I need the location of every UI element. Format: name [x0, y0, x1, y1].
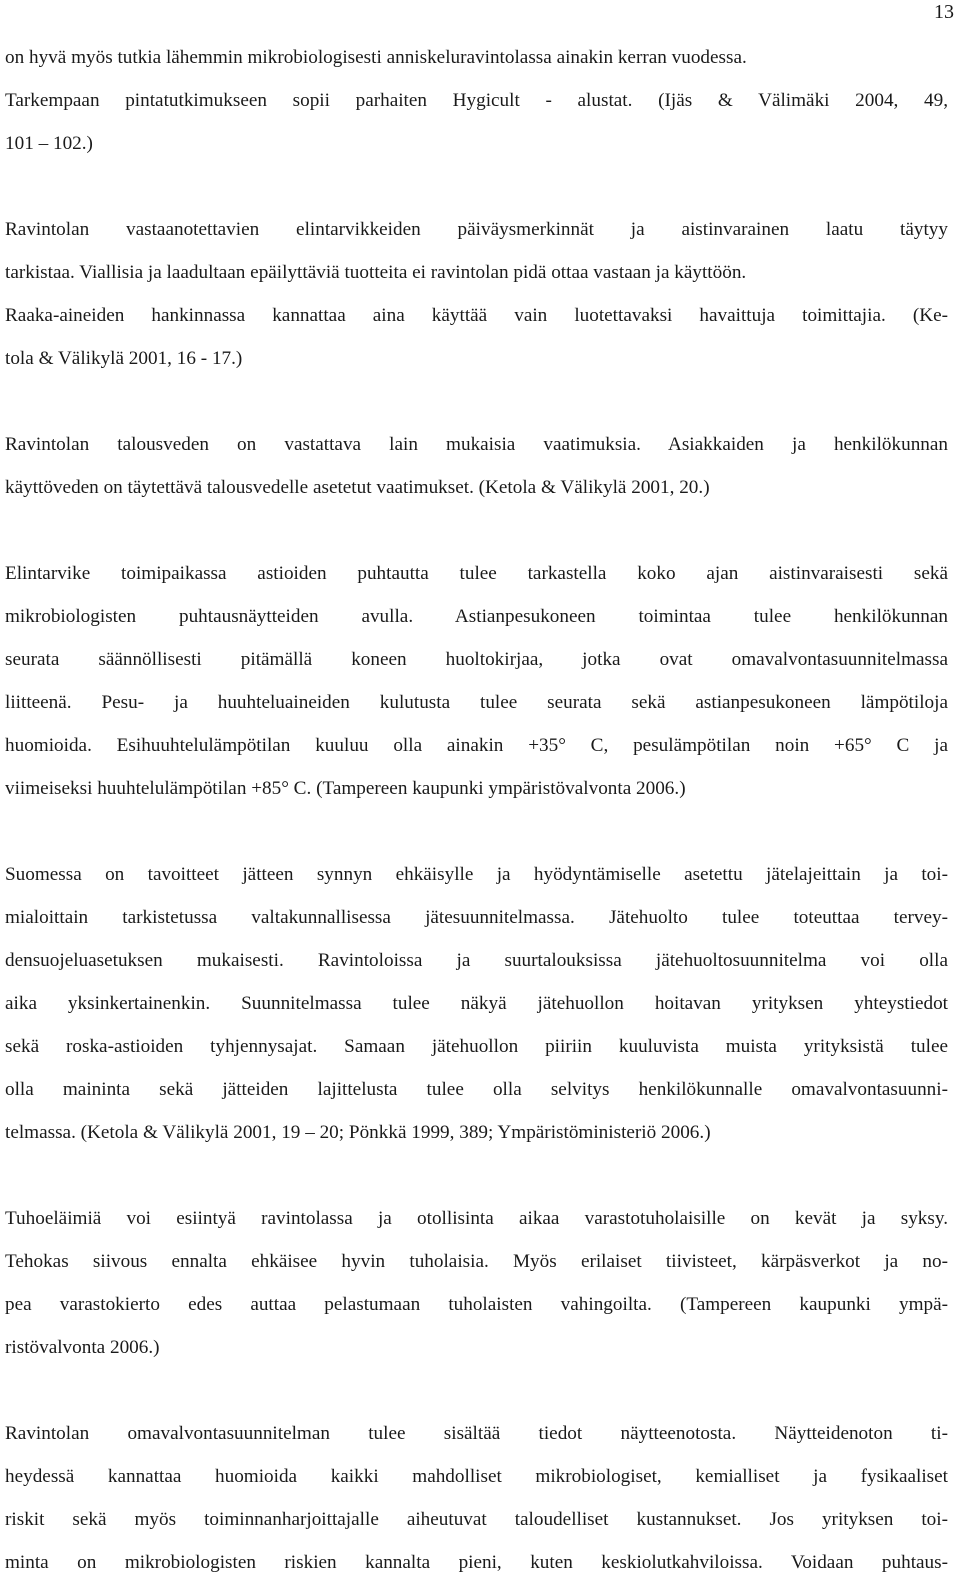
text-line: Ravintolan vastaanotettavien elintarvikkeiden päiväysmerkinnät ja aistinvarainen laatu täytyy — [5, 219, 948, 240]
text-line: seurata säännöllisesti pitämällä koneen huoltokirjaa, jotka ovat omavalvontasuunnitelmassa — [5, 649, 948, 670]
text-line: riskit sekä myös toiminnanharjoittajalle aiheutuvat taloudelliset kustannukset. Jos yrityksen toi- — [5, 1509, 948, 1530]
text-line: Ravintolan talousveden on vastattava lain mukaisia vaatimuksia. Asiakkaiden ja henkilökunnan — [5, 434, 948, 455]
paragraph-gap — [5, 165, 948, 208]
text-line: liitteenä. Pesu- ja huuhteluaineiden kulutusta tulee seurata sekä astianpesukoneen lämpötiloja — [5, 692, 948, 713]
text-line: on hyvä myös tutkia lähemmin mikrobiologisesti anniskeluravintolassa ainakin kerran vuodessa. — [5, 47, 747, 68]
text-line: Tarkempaan pintatutkimukseen sopii parhaiten Hygicult - alustat. (Ijäs & Välimäki 2004, 49, — [5, 90, 948, 111]
text-line: aika yksinkertainenkin. Suunnitelmassa tulee näkyä jätehuollon hoitavan yrityksen yhteystiedot — [5, 993, 948, 1014]
paragraph — [5, 1197, 948, 1369]
paragraph-gap — [5, 1154, 948, 1197]
text-line: sekä roska-astioiden tyhjennysajat. Samaan jätehuollon piiriin kuuluvista muista yrityksistä tulee — [5, 1036, 948, 1057]
text-line: 101 – 102.) — [5, 133, 93, 154]
text-line: ristövalvonta 2006.) — [5, 1337, 160, 1358]
paragraph-gap — [5, 810, 948, 853]
paragraph — [5, 36, 948, 165]
text-line: Ravintolan omavalvontasuunnitelman tulee sisältää tiedot näytteenotosta. Näytteidenoton ti- — [5, 1423, 948, 1444]
text-line: viimeiseksi huuhtelulämpötilan +85° C. (Tampereen kaupunki ympäristövalvonta 2006.) — [5, 778, 686, 799]
paragraph — [5, 1412, 948, 1584]
text-line: Elintarvike toimipaikassa astioiden puhtautta tulee tarkastella koko ajan aistinvaraisesti sekä — [5, 563, 948, 584]
paragraph — [5, 208, 948, 380]
text-line: huomioida. Esihuuhtelulämpötilan kuuluu olla ainakin +35° C, pesulämpötilan noin +65° C ja — [5, 735, 948, 756]
paragraph-gap — [5, 1369, 948, 1412]
text-line: tarkistaa. Viallisia ja laadultaan epäilyttäviä tuotteita ei ravintolan pidä ottaa vastaan ja käyttöön. — [5, 262, 747, 283]
text-line: densuojeluasetuksen mukaisesti. Ravintoloissa ja suurtalouksissa jätehuoltosuunnitelma voi olla — [5, 950, 948, 971]
page-number: 13 — [934, 1, 954, 23]
text-line: telmassa. (Ketola & Välikylä 2001, 19 – 20; Pönkkä 1999, 389; Ympäristöministeriö 2006.) — [5, 1122, 711, 1143]
text-line: tola & Välikylä 2001, 16 - 17.) — [5, 348, 243, 369]
text-line: Tuhoeläimiä voi esiintyä ravintolassa ja otollisinta aikaa varastotuholaisille on kevät ja syksy. — [5, 1208, 948, 1229]
text-line: mikrobiologisten puhtausnäytteiden avulla. Astianpesukoneen toimintaa tulee henkilökunnan — [5, 606, 948, 627]
paragraph — [5, 552, 948, 810]
paragraph-gap — [5, 509, 948, 552]
paragraph — [5, 423, 948, 509]
text-line: Raaka-aineiden hankinnassa kannattaa aina käyttää vain luotettavaksi havaittuja toimittajia. (Ke- — [5, 305, 948, 326]
paragraph — [5, 853, 948, 1154]
text-line: olla maininta sekä jätteiden lajittelusta tulee olla selvitys henkilökunnalle omavalvontasuunni- — [5, 1079, 948, 1100]
text-line: mialoittain tarkistetussa valtakunnallisessa jätesuunnitelmassa. Jätehuolto tulee toteuttaa tervey- — [5, 907, 948, 928]
paragraph-gap — [5, 380, 948, 423]
document-body — [5, 36, 948, 1584]
text-line: Suomessa on tavoitteet jätteen synnyn ehkäisylle ja hyödyntämiselle asetettu jätelajeittain ja toi- — [5, 864, 948, 885]
text-line: minta on mikrobiologisten riskien kannalta pieni, kuten keskiolutkahviloissa. Voidaan puhtaus- — [5, 1552, 948, 1573]
text-line: heydessä kannattaa huomioida kaikki mahdolliset mikrobiologiset, kemialliset ja fysikaaliset — [5, 1466, 948, 1487]
text-line: Tehokas siivous ennalta ehkäisee hyvin tuholaisia. Myös erilaiset tiivisteet, kärpäsverkot ja no- — [5, 1251, 948, 1272]
text-line: pea varastokierto edes auttaa pelastumaan tuholaisten vahingoilta. (Tampereen kaupunki ympä- — [5, 1294, 948, 1315]
text-line: käyttöveden on täytettävä talousvedelle asetetut vaatimukset. (Ketola & Välikylä 2001, 20.) — [5, 477, 710, 498]
